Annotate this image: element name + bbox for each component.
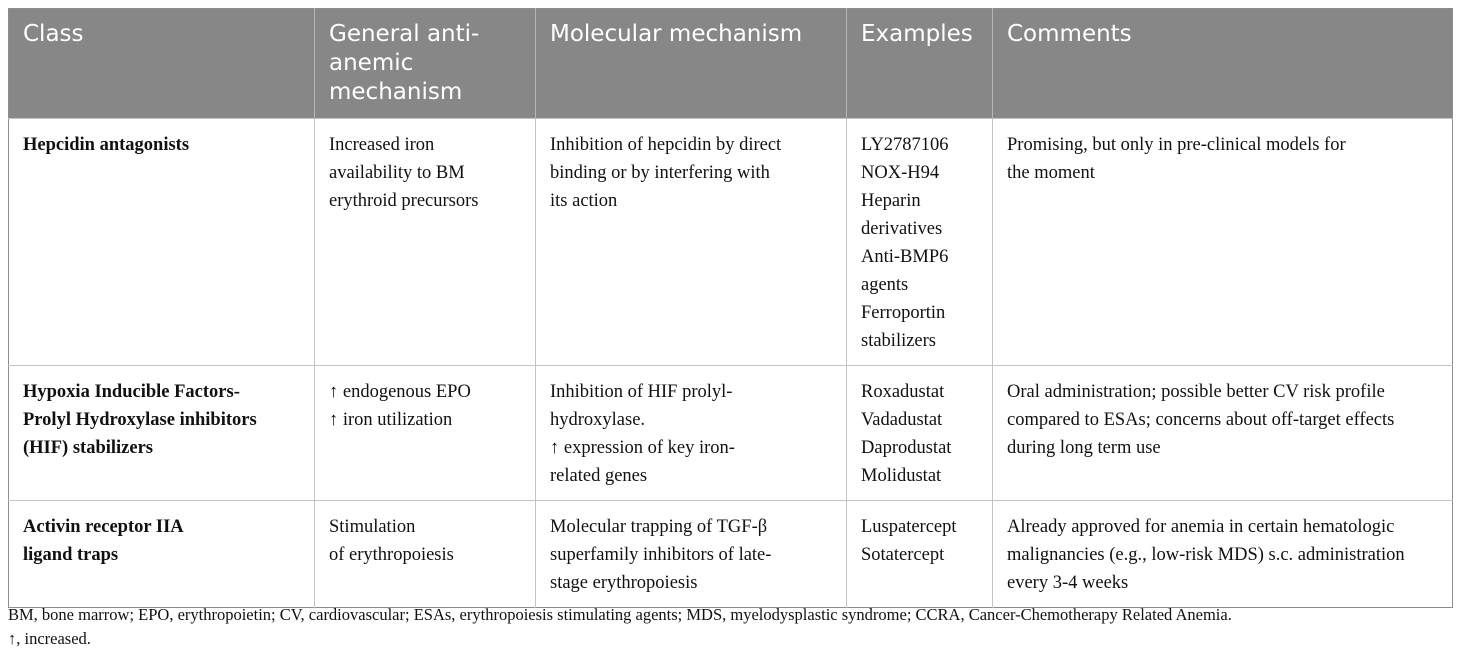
table-row	[9, 119, 1453, 366]
cell-class: Hepcidin antagonists	[9, 119, 315, 366]
table-row	[9, 501, 1453, 608]
cell-molecular-mechanism: Molecular trapping of TGF-β superfamily inhibitors of late- stage erythropoiesis	[536, 501, 847, 608]
cell-molecular-mechanism: Inhibition of HIF prolyl- hydroxylase. ↑ expression of key iron- related genes	[536, 366, 847, 501]
cell-general-mechanism: Increased iron availability to BM erythroid precursors	[315, 119, 536, 366]
table-container	[8, 8, 1452, 608]
cell-examples: Roxadustat Vadadustat Daprodustat Molidustat	[847, 366, 993, 501]
cell-class: Hypoxia Inducible Factors- Prolyl Hydroxylase inhibitors (HIF) stabilizers	[9, 366, 315, 501]
cell-examples: LY2787106 NOX-H94 Heparin derivatives Anti-BMP6 agents Ferroportin stabilizers	[847, 119, 993, 366]
table-header-row	[9, 9, 1453, 119]
header-molecular-mechanism: Molecular mechanism	[536, 9, 847, 119]
cell-comments: Oral administration; possible better CV risk profile compared to ESAs; concerns about off-target effects during long term use	[993, 366, 1453, 501]
anti-anemic-agents-table	[8, 8, 1453, 608]
cell-comments: Promising, but only in pre-clinical models for the moment	[993, 119, 1453, 366]
table-row	[9, 366, 1453, 501]
cell-general-mechanism: ↑ endogenous EPO ↑ iron utilization	[315, 366, 536, 501]
header-general-mechanism: General anti- anemic mechanism	[315, 9, 536, 119]
cell-general-mechanism: Stimulation of erythropoiesis	[315, 501, 536, 608]
cell-examples: Luspatercept Sotatercept	[847, 501, 993, 608]
footnote-arrow-legend: ↑, increased.	[8, 629, 91, 648]
header-class: Class	[9, 9, 315, 119]
header-comments: Comments	[993, 9, 1453, 119]
table-footnote	[8, 603, 1452, 651]
cell-class: Activin receptor IIA ligand traps	[9, 501, 315, 608]
cell-comments: Already approved for anemia in certain hematologic malignancies (e.g., low-risk MDS) s.c. administration every 3-4 weeks	[993, 501, 1453, 608]
header-examples: Examples	[847, 9, 993, 119]
cell-molecular-mechanism: Inhibition of hepcidin by direct binding or by interfering with its action	[536, 119, 847, 366]
footnote-abbreviations: BM, bone marrow; EPO, erythropoietin; CV, cardiovascular; ESAs, erythropoiesis stimulating agents; MDS, myelodysplastic syndrome; CCRA, Cancer-Chemotherapy Related Anemia.	[8, 605, 1232, 624]
